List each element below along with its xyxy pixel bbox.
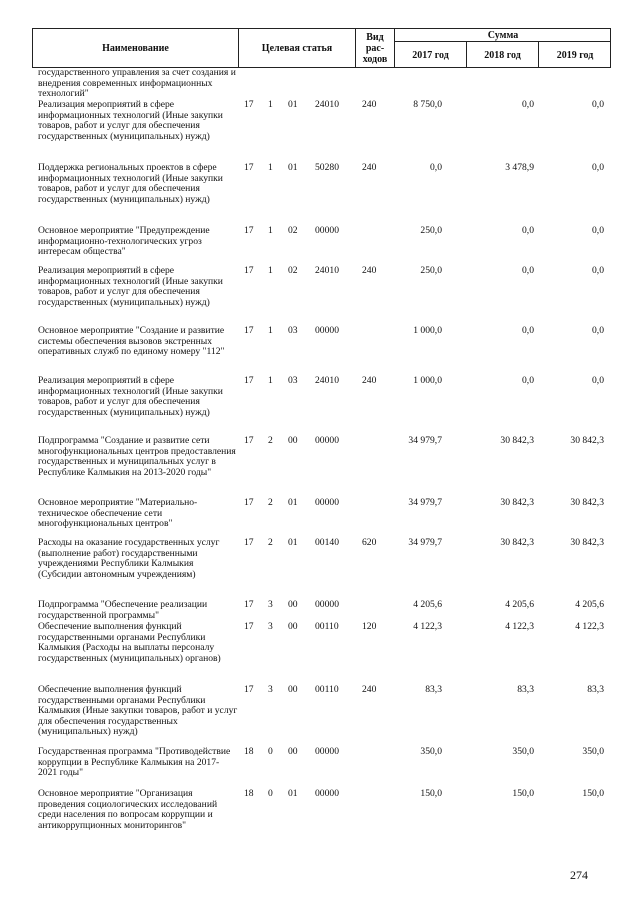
- table-row: [32, 747, 612, 789]
- table-row: [32, 600, 612, 622]
- row-code-b: 2: [268, 435, 273, 446]
- header-target: Целевая статья: [239, 29, 356, 67]
- row-sum-2017: 1 000,0: [413, 375, 442, 386]
- row-code-a: 17: [244, 497, 254, 508]
- row-code-a: 17: [244, 375, 254, 386]
- table-row: [32, 266, 612, 326]
- row-sum-2017: 250,0: [420, 225, 442, 236]
- row-sum-2018: 0,0: [522, 225, 534, 236]
- row-vr: 240: [362, 99, 377, 110]
- row-code-d: 24010: [315, 375, 339, 386]
- row-name: Основное мероприятие "Предупреждение информационно-технологических угроз интересам общества": [38, 225, 210, 258]
- row-sum-2019: 83,3: [587, 684, 604, 695]
- row-sum-2017: 34 979,7: [408, 435, 442, 446]
- row-sum-2019: 0,0: [592, 375, 604, 386]
- row-code-b: 1: [268, 265, 273, 276]
- row-sum-2019: 0,0: [592, 162, 604, 173]
- header-vid: Вид рас-ходов: [356, 29, 395, 67]
- row-sum-2019: 0,0: [592, 325, 604, 336]
- table-row: [32, 436, 612, 498]
- row-name: Основное мероприятие "Материально-техническое обеспечение сети многофункциональных центров": [38, 497, 198, 530]
- row-code-a: 17: [244, 99, 254, 110]
- row-sum-2017: 83,3: [425, 684, 442, 695]
- row-code-d: 00000: [315, 788, 339, 799]
- row-sum-2018: 30 842,3: [500, 537, 534, 548]
- row-code-d: 00110: [315, 684, 339, 695]
- row-name: Поддержка региональных проектов в сфере информационных технологий (Иные закупки товаров, работ и услуг для обеспечения государственных (муниципальных) нужд): [38, 162, 223, 205]
- row-code-a: 18: [244, 746, 254, 757]
- row-code-c: 01: [288, 497, 298, 508]
- row-code-d: 00000: [315, 435, 339, 446]
- row-vr: 240: [362, 375, 377, 386]
- row-code-d: 50280: [315, 162, 339, 173]
- row-code-a: 17: [244, 325, 254, 336]
- row-sum-2018: 4 205,6: [505, 599, 534, 610]
- row-name: Обеспечение выполнения функций государственными органами Республики Калмыкия (Иные закупки товаров, работ и услуг для обеспечения государственных (муниципальных) нужд): [38, 684, 238, 738]
- row-sum-2017: 1 000,0: [413, 325, 442, 336]
- page-number: 274: [570, 868, 588, 882]
- row-sum-2019: 350,0: [582, 746, 604, 757]
- row-sum-2019: 30 842,3: [570, 497, 604, 508]
- row-code-b: 1: [268, 99, 273, 110]
- row-sum-2019: 150,0: [582, 788, 604, 799]
- row-code-c: 01: [288, 537, 298, 548]
- row-sum-2018: 3 478,9: [505, 162, 534, 173]
- row-sum-2018: 0,0: [522, 325, 534, 336]
- row-code-a: 17: [244, 435, 254, 446]
- row-sum-2017: 250,0: [420, 265, 442, 276]
- row-sum-2018: 83,3: [517, 684, 534, 695]
- table-row: [32, 100, 612, 163]
- row-code-b: 0: [268, 788, 273, 799]
- row-name: Реализация мероприятий в сфере информационных технологий (Иные закупки товаров, работ и услуг для обеспечения государственных (муниципальных) нужд): [38, 265, 223, 308]
- row-code-c: 02: [288, 225, 298, 236]
- row-code-a: 17: [244, 599, 254, 610]
- header-2017: 2017 год: [395, 42, 467, 68]
- row-code-a: 17: [244, 162, 254, 173]
- row-code-c: 03: [288, 325, 298, 336]
- header-sum: Сумма: [395, 29, 611, 42]
- row-code-c: 02: [288, 265, 298, 276]
- row-code-c: 01: [288, 162, 298, 173]
- row-code-d: 00000: [315, 325, 339, 336]
- table-row: [32, 498, 612, 538]
- row-vr: 240: [362, 684, 377, 695]
- table-header: [32, 28, 611, 68]
- row-sum-2018: 4 122,3: [505, 621, 534, 632]
- row-code-d: 00000: [315, 225, 339, 236]
- row-code-d: 00000: [315, 497, 339, 508]
- row-code-b: 2: [268, 497, 273, 508]
- row-name: Реализация мероприятий в сфере информационных технологий (Иные закупки товаров, работ и услуг для обеспечения государственных (муниципальных) нужд): [38, 375, 223, 418]
- row-sum-2019: 0,0: [592, 99, 604, 110]
- header-2019: 2019 год: [556, 49, 594, 61]
- table-row: [32, 376, 612, 436]
- row-sum-2019: 0,0: [592, 265, 604, 276]
- table-row: [32, 622, 612, 685]
- row-code-a: 17: [244, 621, 254, 632]
- row-sum-2019: 4 205,6: [575, 599, 604, 610]
- row-code-c: 03: [288, 375, 298, 386]
- row-code-a: 17: [244, 684, 254, 695]
- row-name: государственного управления за счет создания и внедрения современных информационных технологий": [38, 67, 236, 100]
- row-sum-2017: 150,0: [420, 788, 442, 799]
- row-vr: 620: [362, 537, 377, 548]
- header-2018: 2018 год: [467, 42, 539, 68]
- row-sum-2019: 30 842,3: [570, 435, 604, 446]
- row-code-b: 2: [268, 537, 273, 548]
- row-code-a: 18: [244, 788, 254, 799]
- row-name: Реализация мероприятий в сфере информационных технологий (Иные закупки товаров, работ и услуг для обеспечения государственных (муниципальных) нужд): [38, 99, 223, 142]
- table-row: [32, 163, 612, 226]
- row-sum-2018: 0,0: [522, 375, 534, 386]
- row-name: Основное мероприятие "Создание и развитие системы обеспечения вызовов экстренных оперативных служб по единому номеру "112": [38, 325, 225, 358]
- row-code-b: 1: [268, 225, 273, 236]
- row-code-d: 00000: [315, 599, 339, 610]
- row-code-d: 24010: [315, 265, 339, 276]
- row-code-c: 00: [288, 599, 298, 610]
- table-row: [32, 685, 612, 747]
- table-row: [32, 538, 612, 600]
- row-vr: 120: [362, 621, 377, 632]
- row-code-b: 1: [268, 375, 273, 386]
- row-sum-2017: 8 750,0: [413, 99, 442, 110]
- row-name: Подпрограмма "Создание и развитие сети многофункциональных центров предоставления государственных и муниципальных услуг в Республике Калмыкия на 2013-2020 годы": [38, 435, 236, 478]
- row-name: Подпрограмма "Обеспечение реализации государственной программы": [38, 599, 208, 621]
- row-sum-2019: 4 122,3: [575, 621, 604, 632]
- row-name: Основное мероприятие "Организация проведения социологических исследований среди населения по вопросам коррупции и антикоррупционных мониторингов": [38, 788, 218, 831]
- row-sum-2018: 150,0: [512, 788, 534, 799]
- row-code-c: 00: [288, 684, 298, 695]
- row-code-c: 00: [288, 435, 298, 446]
- row-sum-2017: 350,0: [420, 746, 442, 757]
- row-sum-2019: 30 842,3: [570, 537, 604, 548]
- row-sum-2017: 34 979,7: [408, 537, 442, 548]
- row-code-b: 3: [268, 621, 273, 632]
- row-code-a: 17: [244, 537, 254, 548]
- row-name: Государственная программа "Противодействие коррупции в Республике Калмыкия на 2017-2021 годы": [38, 746, 231, 779]
- row-code-d: 24010: [315, 99, 339, 110]
- row-sum-2018: 30 842,3: [500, 497, 534, 508]
- row-code-b: 1: [268, 325, 273, 336]
- row-code-c: 01: [288, 788, 298, 799]
- table-row: [32, 68, 612, 100]
- row-code-a: 17: [244, 265, 254, 276]
- row-sum-2018: 0,0: [522, 99, 534, 110]
- row-code-b: 1: [268, 162, 273, 173]
- row-code-d: 00000: [315, 746, 339, 757]
- row-vr: 240: [362, 162, 377, 173]
- row-code-c: 00: [288, 746, 298, 757]
- row-sum-2017: 34 979,7: [408, 497, 442, 508]
- table-row: [32, 789, 612, 849]
- row-code-d: 00140: [315, 537, 339, 548]
- header-name: Наименование: [33, 29, 239, 67]
- row-sum-2018: 30 842,3: [500, 435, 534, 446]
- row-code-b: 3: [268, 684, 273, 695]
- row-sum-2018: 0,0: [522, 265, 534, 276]
- row-name: Расходы на оказание государственных услуг (выполнение работ) государственными учреждениями Республики Калмыкия (Субсидии автономным учреждениям): [38, 537, 220, 580]
- row-sum-2017: 0,0: [430, 162, 442, 173]
- row-code-b: 0: [268, 746, 273, 757]
- row-code-a: 17: [244, 225, 254, 236]
- row-sum-2017: 4 122,3: [413, 621, 442, 632]
- row-code-b: 3: [268, 599, 273, 610]
- row-vr: 240: [362, 265, 377, 276]
- row-sum-2018: 350,0: [512, 746, 534, 757]
- row-code-c: 00: [288, 621, 298, 632]
- row-name: Обеспечение выполнения функций государственными органами Республики Калмыкия (Расходы на выплаты персоналу государственных (муниципальных) органов): [38, 621, 221, 664]
- row-sum-2017: 4 205,6: [413, 599, 442, 610]
- table-row: [32, 226, 612, 266]
- table-body: [32, 68, 612, 849]
- row-code-d: 00110: [315, 621, 339, 632]
- table-row: [32, 326, 612, 376]
- row-sum-2019: 0,0: [592, 225, 604, 236]
- row-code-c: 01: [288, 99, 298, 110]
